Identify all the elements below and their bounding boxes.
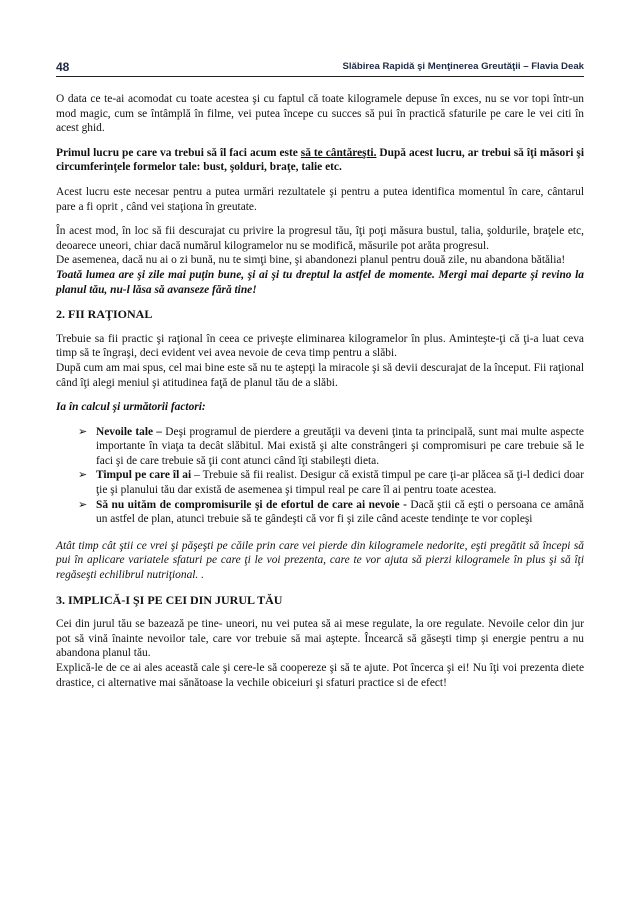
list-item — [78, 498, 584, 527]
list-item — [78, 425, 584, 469]
page-header — [56, 60, 584, 77]
paragraph-explain: Explică-le de ce ai ales această cale şi cere-le să coopereze şi să te ajute. Pot încerca şi ei! Nu îţi voi prezenta diete drastice, ci alternative mai sănătoase la vechile obiceiuri şi sfaturi practice si de efect! — [56, 662, 584, 689]
paragraph-bad-day: De asemenea, dacă nu ai o zi bună, nu te simţi bine, şi abandonezi planul pentru două zile, nu abandona bătălia! — [56, 254, 566, 267]
arrow-bullet-icon: ➢ — [78, 469, 88, 482]
page-number: 48 — [56, 60, 70, 74]
section-heading-involve: 3. IMPLICĂ-I ŞI PE CEI DIN JURUL TĂU — [56, 592, 283, 607]
list-item — [78, 468, 584, 497]
factor-text: Dacă ştii că eşti o persoana ce amână un astfel de plan, atunci trebuie să te gândeşti că vor fi şi zile când aceste tendinţe te vor copleşi — [96, 498, 584, 526]
first-step-rest: După acest lucru, ar trebui să îţi măsori şi circumferinţele formelor tale: bust, şolduri, braţe, talie etc. — [56, 146, 585, 174]
factor-text: Deşi programul de pierdere a greutăţii va deveni ţinta ta principală, sunt mai multe aspecte importante în viaţa ta decât slăbitul. Mai există şi alte constrângeri şi compromisuri pe care trebuie să le faci şi de care trebuie să ţii cont atunci când îţi stabileşti dieta. — [96, 425, 584, 467]
paragraph-practical: Trebuie sa fii practic şi raţional în ceea ce priveşte eliminarea kilogramelor în plus. Aminteşte-ţi că ţi-a luat ceva timp să te îngraşi, deci evident vei avea nevoie de ceva timp pentru a slăbi. — [56, 332, 584, 360]
factor-text: – Trebuie să fii realist. Desigur că există timpul pe care ţi-ar plăcea să ţi-l dedici doar ţie şi planului tău dar există de asemenea şi timpul real pe care îl ai pentru toate acestea. — [96, 469, 584, 497]
paragraph-no-miracles: După cum am mai spus, cel mai bine este să nu te aştepţi la miracole şi să devii descurajat de la început. Fii raţional când îţi alegi meniul şi atitudinea faţă de planul tău de a slăbi. — [56, 361, 584, 389]
section-heading-rational: 2. FII RAŢIONAL — [56, 307, 153, 322]
paragraph-first-step — [56, 146, 584, 175]
paragraph-ready: Atât timp cât ştii ce vrei şi păşeşti pe căile prin care vei pierde din kilogramele nedorite, eşti pregătit să începi să pui în aplicare variatele sfaturi pe care ţi le voi prezenta, care te vor ajuta să pierzi kilogramele în plus şi să îţi regăseşti echilibrul nutriţional. . — [56, 539, 584, 582]
paragraph-intro: O data ce te-ai acomodat cu toate acestea şi cu faptul că toate kilogramele depuse în exces, nu se vor topi într-un mod magic, cum se întâmplă în filme, vei putea începe cu succes să pui în practică sfaturile pe care le vei citi în acest ghid. — [56, 93, 584, 135]
factor-label: Nevoile tale – — [96, 425, 163, 438]
paragraph-necessity: Acest lucru este necesar pentru a putea urmări rezultatele şi pentru a putea identifica momentul în care, cântarul pare a fi oprit , când vei staţiona în greutate. — [56, 185, 584, 213]
weigh-yourself-link: să te cântăreşti. — [300, 146, 377, 159]
factor-label: Să nu uităm de compromisurile şi de efortul de care ai nevoie - — [96, 498, 407, 511]
factors-list — [56, 425, 584, 527]
page-body — [56, 92, 584, 690]
factor-label: Timpul pe care îl ai — [96, 469, 192, 482]
running-title: Slăbirea Rapidă şi Menţinerea Greutăţii – Flavia Deak — [342, 61, 584, 72]
paragraph-encouragement: Toată lumea are şi zile mai puţin bune, şi ai şi tu dreptul la astfel de momente. Mergi mai departe şi revino la planul tău, nu-l lăsa să avanseze fără tine! — [56, 268, 584, 296]
paragraph-measurements: În acest mod, în loc să fii descurajat cu privire la progresul tău, îţi poţi măsura bustul, talia, şoldurile, braţele etc, deoarece uneori, chiar dacă numărul kilogramelor nu se modifică, măsurile pot arăta progresul. — [56, 225, 584, 252]
arrow-bullet-icon: ➢ — [78, 425, 88, 438]
first-step-lead: Primul lucru pe care va trebui să îl faci acum este — [56, 146, 301, 159]
paragraph-others: Cei din jurul tău se bazează pe tine- uneori, nu vei putea să ai mese regulate, la ore regulate. Nevoile celor din jur pot să vină înainte nevoilor tale, care vor trebuie să mai aştepte. Încearcă să găseşti timp şi energie pentru a nu abandona planul tău. — [56, 618, 584, 660]
arrow-bullet-icon: ➢ — [78, 498, 88, 511]
factors-title: Ia în calcul şi următorii factori: — [56, 401, 206, 414]
